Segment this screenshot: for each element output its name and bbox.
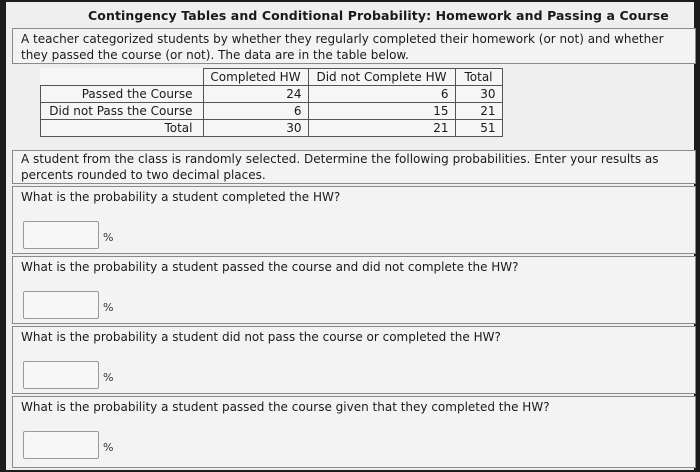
instructions-text: A student from the class is randomly selected. Determine the following probabilities. Enter your results as percents rounded to two decimal places. bbox=[12, 150, 696, 184]
question-block bbox=[12, 396, 696, 468]
percent-unit: % bbox=[103, 371, 114, 384]
table-cell: 21 bbox=[455, 103, 502, 120]
answer-input[interactable] bbox=[23, 361, 99, 389]
table-row bbox=[41, 103, 503, 120]
percent-unit: % bbox=[103, 301, 114, 314]
row-label: Total bbox=[41, 120, 204, 137]
question-block bbox=[12, 326, 696, 394]
table-cell: 6 bbox=[203, 103, 308, 120]
contingency-table bbox=[40, 68, 503, 137]
row-label: Passed the Course bbox=[41, 86, 204, 103]
table-cell: 30 bbox=[455, 86, 502, 103]
table-cell: 21 bbox=[308, 120, 455, 137]
page-title: Contingency Tables and Conditional Probability: Homework and Passing a Course bbox=[88, 8, 669, 23]
table-cell: 24 bbox=[203, 86, 308, 103]
intro-text: A teacher categorized students by whether they regularly completed their homework (or not) and whether they passed the course (or not). The data are in the table below. bbox=[12, 28, 696, 64]
table-row bbox=[41, 86, 503, 103]
question-text: What is the probability a student completed the HW? bbox=[21, 190, 341, 204]
answer-input[interactable] bbox=[23, 291, 99, 319]
question-text: What is the probability a student did not pass the course or completed the HW? bbox=[21, 330, 501, 344]
question-text: What is the probability a student passed the course and did not complete the HW? bbox=[21, 260, 519, 274]
table-header-row bbox=[41, 69, 503, 86]
table-cell: 51 bbox=[455, 120, 502, 137]
column-header: Completed HW bbox=[203, 69, 308, 86]
table-corner bbox=[41, 69, 204, 86]
column-header: Total bbox=[455, 69, 502, 86]
column-header: Did not Complete HW bbox=[308, 69, 455, 86]
row-label: Did not Pass the Course bbox=[41, 103, 204, 120]
percent-unit: % bbox=[103, 231, 114, 244]
percent-unit: % bbox=[103, 441, 114, 454]
table-cell: 15 bbox=[308, 103, 455, 120]
question-text: What is the probability a student passed the course given that they completed the HW? bbox=[21, 400, 550, 414]
question-block bbox=[12, 186, 696, 254]
answer-input[interactable] bbox=[23, 221, 99, 249]
worksheet bbox=[6, 2, 694, 470]
table-cell: 6 bbox=[308, 86, 455, 103]
answer-input[interactable] bbox=[23, 431, 99, 459]
table-cell: 30 bbox=[203, 120, 308, 137]
table-row bbox=[41, 120, 503, 137]
question-block bbox=[12, 256, 696, 324]
